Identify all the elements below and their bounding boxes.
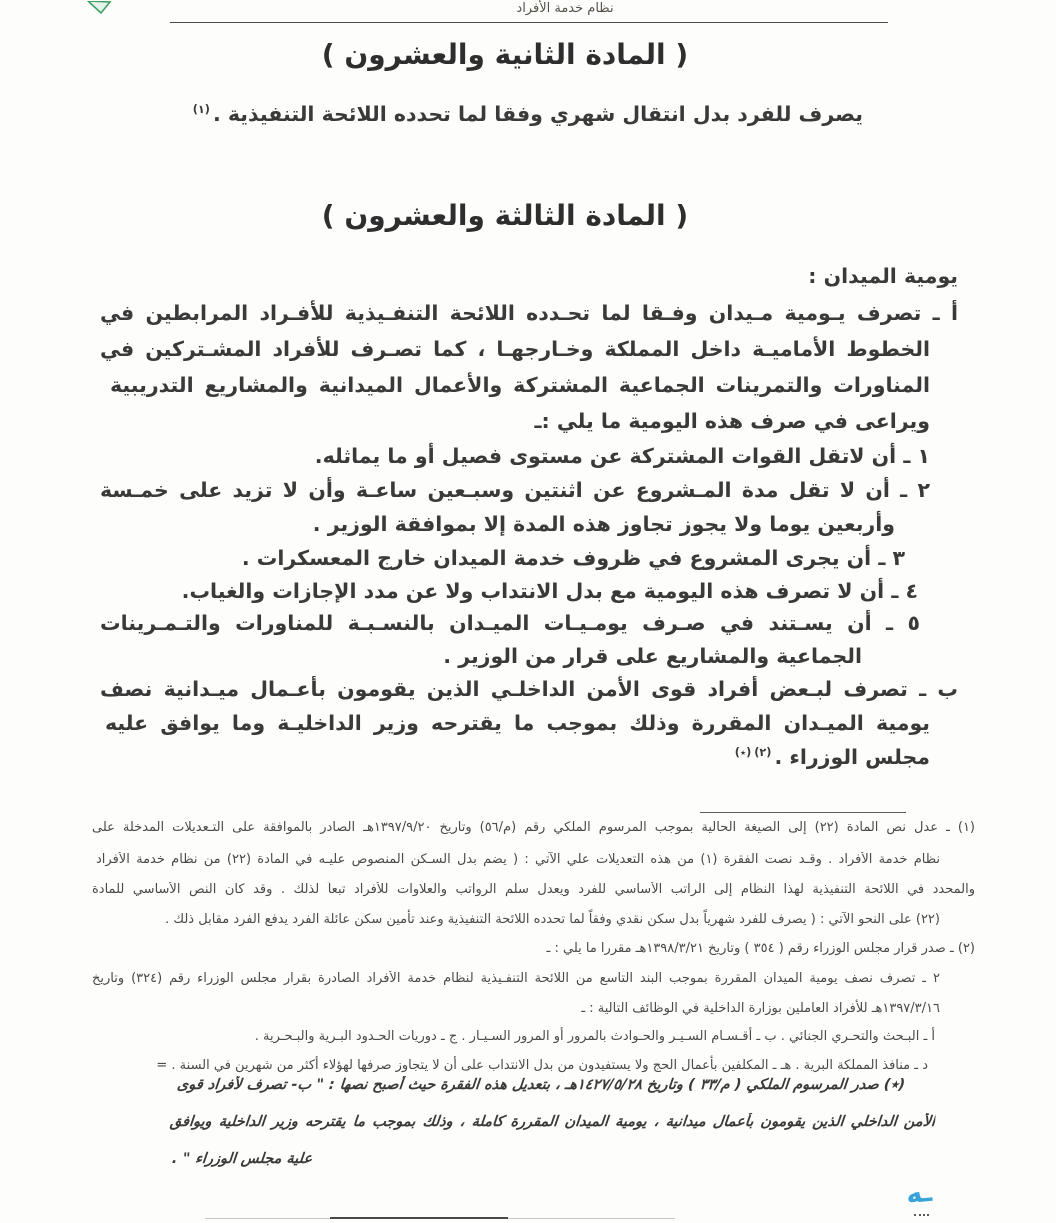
paragraph-a-line-1: أ ـ تصرف يـومية مـيدان وفـقا لما تحـدده اللائحة التنفـيذية للأفـراد المرابطين في [100, 301, 958, 325]
article-22-body [193, 101, 863, 128]
article-23-title: ( المادة الثالثة والعشرون ) [321, 199, 689, 232]
article-22-title: ( المادة الثانية والعشرون ) [321, 38, 689, 71]
article-22-body-text: يصرف للفرد بدل انتقال شهري وفقا لما تحدده اللائحة التنفيذية . [212, 102, 863, 126]
paragraph-a-line-3: المناورات والتمرينات الجماعية المشتركة والأعمال الميدانية والمشاريع التدريبية [110, 373, 930, 397]
footnote-1-line-1: (١) ـ عدل نص المادة (٢٢) إلى الصيغة الحالية بموجب المرسوم الملكي رقم (م/٥٦) وتاريخ ١٣٩٧/٩/٢٠هـ الصادر بالموافقة على التـعديلات المدخلة على [92, 820, 975, 835]
condition-1: ١ ـ أن لاتقل القوات المشتركة عن مستوى فصيل أو ما يماثله. [314, 444, 930, 468]
footnote-ref-2: (٢) [754, 746, 772, 760]
condition-5-line-2: الجماعية والمشاريع على قرار من الوزير . [443, 644, 862, 668]
paragraph-a-line-2: الخطوط الأماميـة داخل المملكة وخـارجهـا ، كما تصـرف للأفراد المشـتركين في [100, 337, 930, 361]
footnote-2-line-3: ١٣٩٧/٣/١٦هـ للأفراد العاملين بوزارة الداخلية في الوظائف التالية : ـ [581, 1001, 940, 1016]
footnote-2-line-4: أ ـ البـحث والتحـري الجنائي . ب ـ أقـسـام السـيـر والحـوادث بالمرور أو المرور السـيـار . ج ـ دوريات الحـدود البـرية والبـحـرية . [254, 1029, 935, 1044]
paragraph-b-line-2: يومية الميـدان المقررة وذلك بموجب ما يقترحه وزير الداخليـة وما يوافق عليه [105, 711, 930, 735]
footnote-2-line-2: ٢ ـ تصرف نصف يومية الميدان المقررة بموجب البند التاسع من اللائحة التنفـيذية لنظام خدمة الأفراد الصادرة بقرار مجلس الوزراء رقم (٣٢٤) وتاريخ [92, 971, 940, 986]
footnote-2-line-1: (٢) ـ صدر قرار مجلس الوزراء رقم ( ٣٥٤ ) وتاريخ ١٣٩٨/٣/٢١هـ مقررا ما يلي : ـ [546, 941, 975, 956]
paragraph-b-line-3-text: مجلس الوزراء . [774, 745, 930, 769]
condition-2-line-1: ٢ ـ أن لا تقل مدة المـشروع عن اثنتين وسبـعين ساعـة وأن لا تزيد على خمـسة [100, 478, 930, 502]
footnote-star-line-2: الأمن الداخلي الذين يقومون بأعمال ميدانية ، يومية الميدان المقررة كاملة ، وذلك بموجب ما يقترحه وزير الداخلية ويوافق [169, 1114, 936, 1130]
footnote-1-line-2: نظام خدمة الأفراد . وقـد نصت الفقرة (١) من هذه التعديلات علي الآتي : ( يضم بدل السـكن المنصوص عليـه في المادة (٢٢) من نظام خدمة الأفراد [96, 852, 940, 867]
footnote-ref-1: (١) [192, 103, 210, 117]
footnote-star-line-1: (٭) صدر المرسوم الملكي ( م/٣٣ ) وتاريخ ١٤٢٧/٥/٢٨هـ ، بتعديل هذه الفقرة حيث أصبح نصها : " ب- تصرف لأفراد قوى [176, 1077, 906, 1093]
footnote-1-line-3: والمحدد في اللائحة التنفيذية لهذا النظام إلى الراتب الأساسي للفرد ويعدل سلم الرواتب والعلاوات للأفراد تبعاً لذلك . وقد كان النص الأساسي للمادة [92, 882, 975, 897]
paragraph-b-line-1: ب ـ تصرف لبـعض أفراد قوى الأمن الداخلـي الذين يقومون بأعـمال ميـدانية نصف [100, 677, 958, 701]
footnote-ref-star: (٭) [734, 746, 752, 760]
page-letter-underline [914, 1214, 929, 1216]
paragraph-b-line-3 [735, 744, 930, 771]
scan-edge-line [330, 1217, 508, 1219]
page-letter-mark: ـه [904, 1176, 934, 1211]
condition-2-line-2: وأربعين يوما ولا يجوز تجاوز هذه المدة إلا بموافقة الوزير . [312, 512, 895, 536]
footnote-separator [700, 812, 906, 813]
condition-3: ٣ ـ أن يجرى المشروع في ظروف خدمة الميدان خارج المعسكرات . [241, 546, 905, 570]
running-header: نظام خدمة الأفراد [516, 1, 614, 16]
header-rule [170, 22, 888, 23]
article-23-subtitle: يومية الميدان : [808, 264, 958, 288]
footnote-1-line-4: (٢٢) على النحو الآتي : ( يصرف للفرد شهرياً بدل سكن نقدي وفقاً لما تحدده اللائحة التنفيذية وعند تأمين سكن عائلة الفرد يدفع الفرد مقابل ذلك . [165, 912, 940, 927]
footnote-star-line-3: علية مجلس الوزراء " . [171, 1151, 313, 1167]
paragraph-a-line-4: ويراعى في صرف هذه اليومية ما يلي :ـ [534, 409, 930, 433]
condition-5-line-1: ٥ ـ أن يسـتند في صـرف يومـيـات الميـدان بالنسـبـة للمناورات والتـمـرينات [100, 611, 920, 635]
footnote-2-line-5: د ـ منافذ المملكة البرية . هـ ـ المكلفين بأعمال الحج ولا يستفيدون من بدل الانتداب على أن لا يتجاوز صرفها لهؤلاء أكثر من شهرين في السنة . = [156, 1058, 928, 1073]
condition-4: ٤ ـ أن لا تصرف هذه اليومية مع بدل الانتداب ولا عن مدد الإجازات والغياب. [181, 579, 918, 603]
